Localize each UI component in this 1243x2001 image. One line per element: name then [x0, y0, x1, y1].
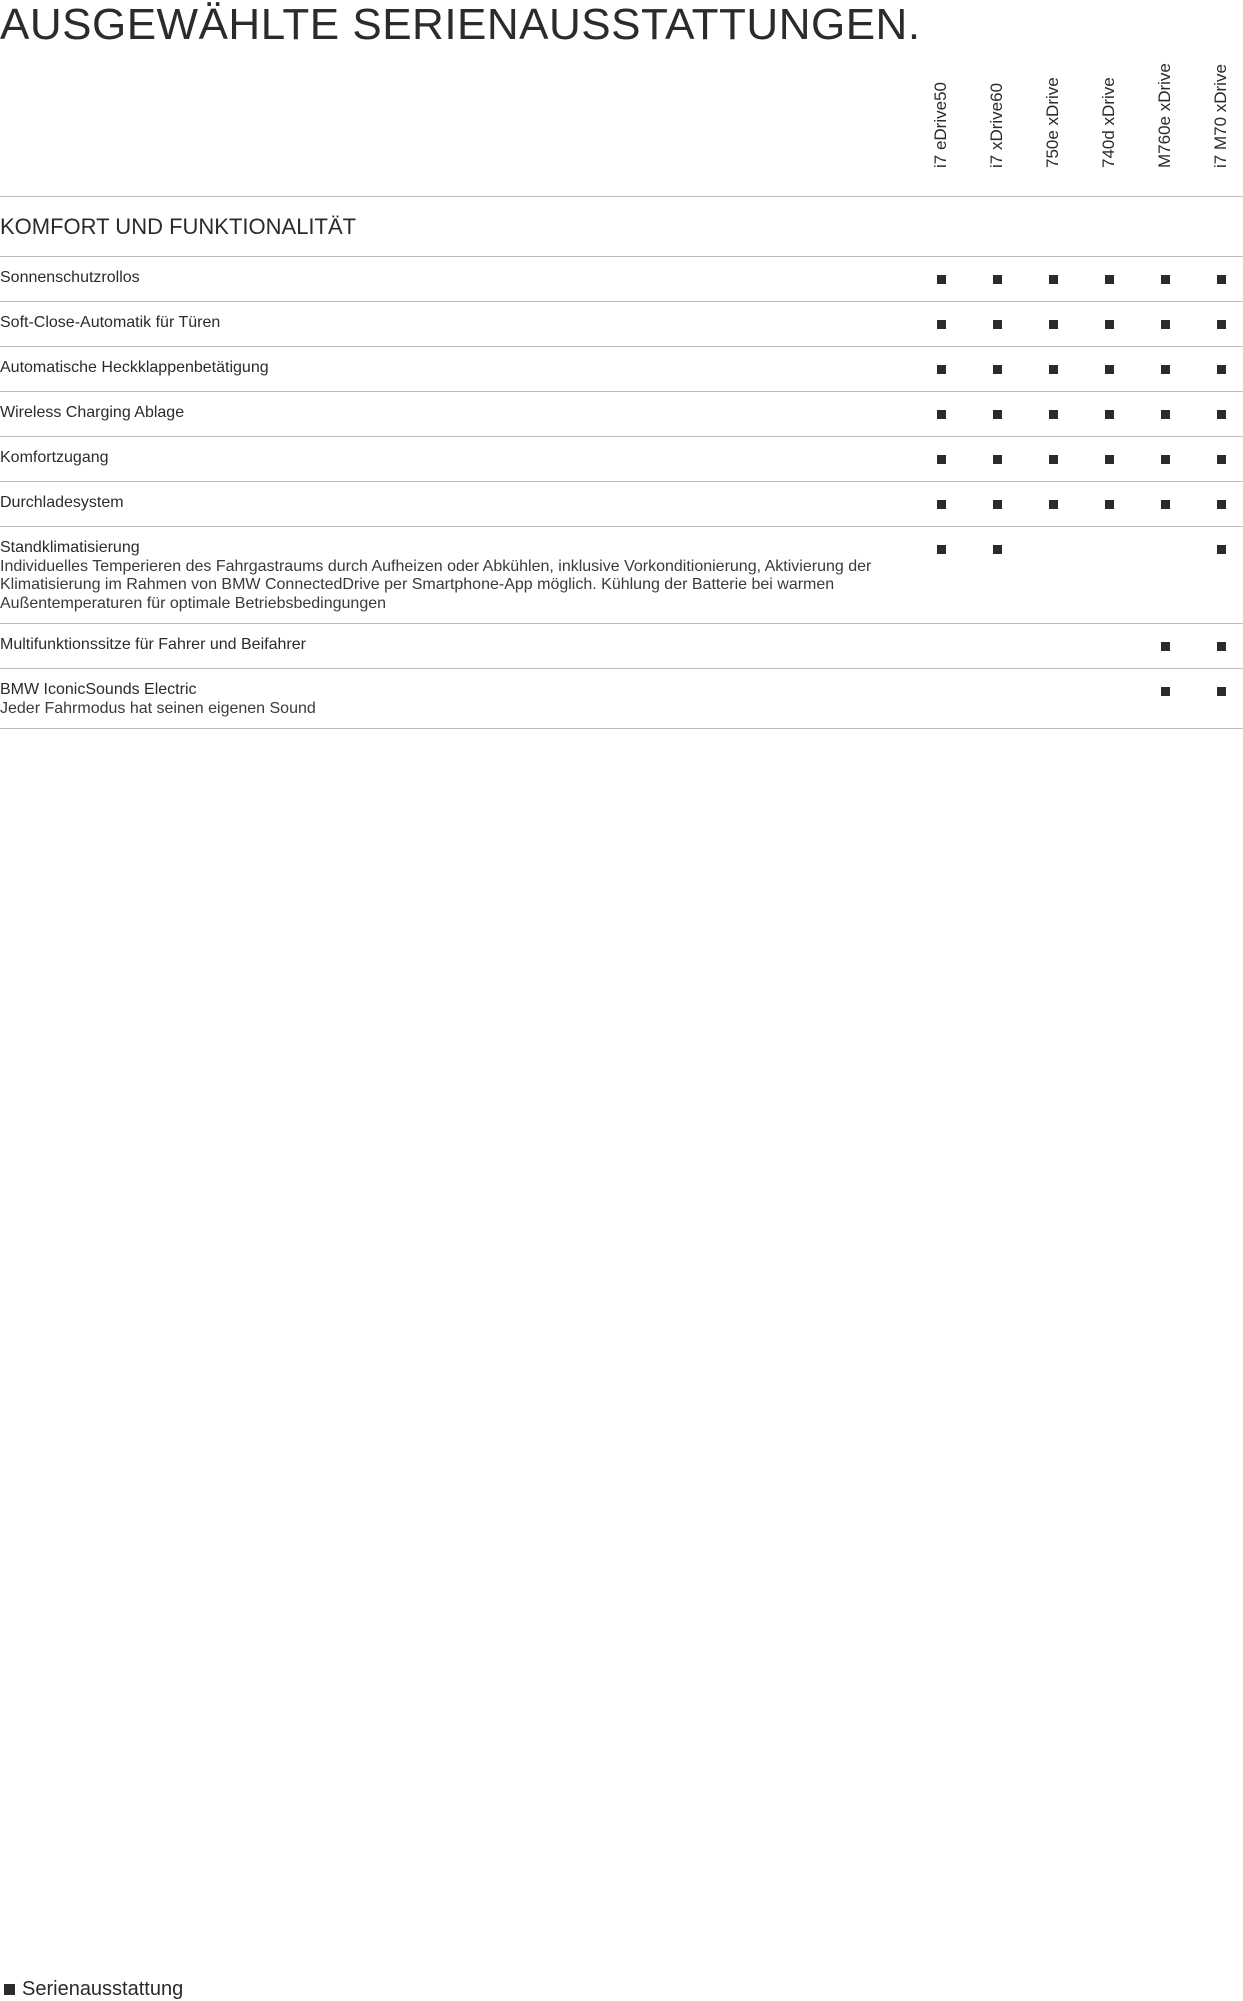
standard-equipment-mark: [1161, 320, 1170, 329]
feature-name: Standklimatisierung: [0, 539, 140, 556]
standard-equipment-mark: [993, 545, 1002, 554]
model-header: i7 M70 xDrive: [1211, 64, 1230, 168]
standard-equipment-mark: [1161, 455, 1170, 464]
section-title: KOMFORT UND FUNKTIONALITÄT: [0, 214, 357, 239]
standard-equipment-mark: [1049, 410, 1058, 419]
standard-equipment-square-icon: [4, 1984, 15, 1995]
standard-equipment-mark: [1217, 455, 1226, 464]
model-header: 740d xDrive: [1099, 77, 1118, 168]
standard-equipment-mark: [1217, 275, 1226, 284]
table-row: [0, 302, 1243, 347]
standard-equipment-mark: [1105, 365, 1114, 374]
standard-equipment-mark: [1105, 275, 1114, 284]
feature-name: Multifunktionssitze für Fahrer und Beifahrer: [0, 636, 306, 653]
feature-name: Wireless Charging Ablage: [0, 404, 185, 421]
feature-label: [0, 359, 900, 378]
standard-equipment-mark: [1049, 320, 1058, 329]
standard-equipment-mark: [937, 365, 946, 374]
table-row: [0, 482, 1243, 527]
standard-equipment-mark: [937, 410, 946, 419]
standard-equipment-mark: [993, 410, 1002, 419]
standard-equipment-mark: [993, 455, 1002, 464]
feature-name: Durchladesystem: [0, 494, 124, 511]
standard-equipment-mark: [1217, 545, 1226, 554]
table-row: [0, 527, 1243, 624]
standard-equipment-mark: [993, 365, 1002, 374]
standard-equipment-mark: [1217, 687, 1226, 696]
model-header: 750e xDrive: [1043, 77, 1062, 168]
feature-name: Automatische Heckklappenbetätigung: [0, 359, 269, 376]
standard-equipment-mark: [937, 320, 946, 329]
standard-equipment-mark: [1049, 365, 1058, 374]
standard-equipment-mark: [993, 275, 1002, 284]
header-divider: [0, 196, 1243, 197]
standard-equipment-mark: [1161, 275, 1170, 284]
feature-name: Komfortzugang: [0, 449, 109, 466]
standard-equipment-mark: [1105, 500, 1114, 509]
feature-label: [0, 449, 900, 468]
standard-equipment-mark: [1049, 275, 1058, 284]
model-column-headers: [0, 63, 1243, 188]
standard-equipment-mark: [1161, 642, 1170, 651]
standard-equipment-mark: [1105, 455, 1114, 464]
model-header: M760e xDrive: [1155, 63, 1174, 168]
standard-equipment-mark: [937, 500, 946, 509]
standard-equipment-mark: [1217, 500, 1226, 509]
standard-equipment-mark: [993, 320, 1002, 329]
standard-equipment-mark: [1105, 320, 1114, 329]
standard-equipment-mark: [1217, 642, 1226, 651]
feature-description: Individuelles Temperieren des Fahrgastraums durch Aufheizen oder Abkühlen, inklusive Vorkonditionierung, Aktivierung der Klimatisierung im Rahmen von BMW ConnectedDrive per Smartphone-App möglich. Kühlung der Batterie bei warmen Außentemperaturen für optimale Betriebsbedingungen: [0, 557, 872, 612]
standard-equipment-mark: [937, 455, 946, 464]
table-row: [0, 437, 1243, 482]
standard-equipment-mark: [1161, 687, 1170, 696]
standard-equipment-mark: [1049, 500, 1058, 509]
feature-table: [0, 257, 1243, 729]
feature-label: [0, 314, 900, 333]
standard-equipment-mark: [1161, 500, 1170, 509]
legend-label: Serienausstattung: [22, 1978, 184, 2000]
standard-equipment-mark: [1049, 455, 1058, 464]
standard-equipment-mark: [937, 545, 946, 554]
feature-name: Sonnenschutzrollos: [0, 269, 140, 286]
standard-equipment-mark: [1105, 410, 1114, 419]
feature-label: [0, 494, 900, 513]
feature-label: [0, 636, 900, 655]
standard-equipment-mark: [1217, 410, 1226, 419]
feature-description: Jeder Fahrmodus hat seinen eigenen Sound: [0, 699, 316, 717]
feature-label: [0, 681, 900, 718]
table-row: [0, 669, 1243, 729]
feature-name: BMW IconicSounds Electric: [0, 681, 197, 698]
model-header: i7 xDrive60: [987, 82, 1006, 168]
table-row: [0, 347, 1243, 392]
page-title: AUSGEWÄHLTE SERIENAUSSTATTUNGEN.: [0, 0, 921, 49]
table-row: [0, 257, 1243, 302]
standard-equipment-mark: [1217, 320, 1226, 329]
standard-equipment-mark: [1161, 365, 1170, 374]
feature-label: [0, 539, 900, 613]
table-row: [0, 392, 1243, 437]
feature-name: Soft-Close-Automatik für Türen: [0, 314, 221, 331]
feature-label: [0, 404, 900, 423]
standard-equipment-mark: [1161, 410, 1170, 419]
standard-equipment-mark: [937, 275, 946, 284]
model-header: i7 eDrive50: [931, 82, 950, 168]
table-row: [0, 624, 1243, 669]
standard-equipment-mark: [1217, 365, 1226, 374]
feature-label: [0, 269, 900, 288]
standard-equipment-mark: [993, 500, 1002, 509]
